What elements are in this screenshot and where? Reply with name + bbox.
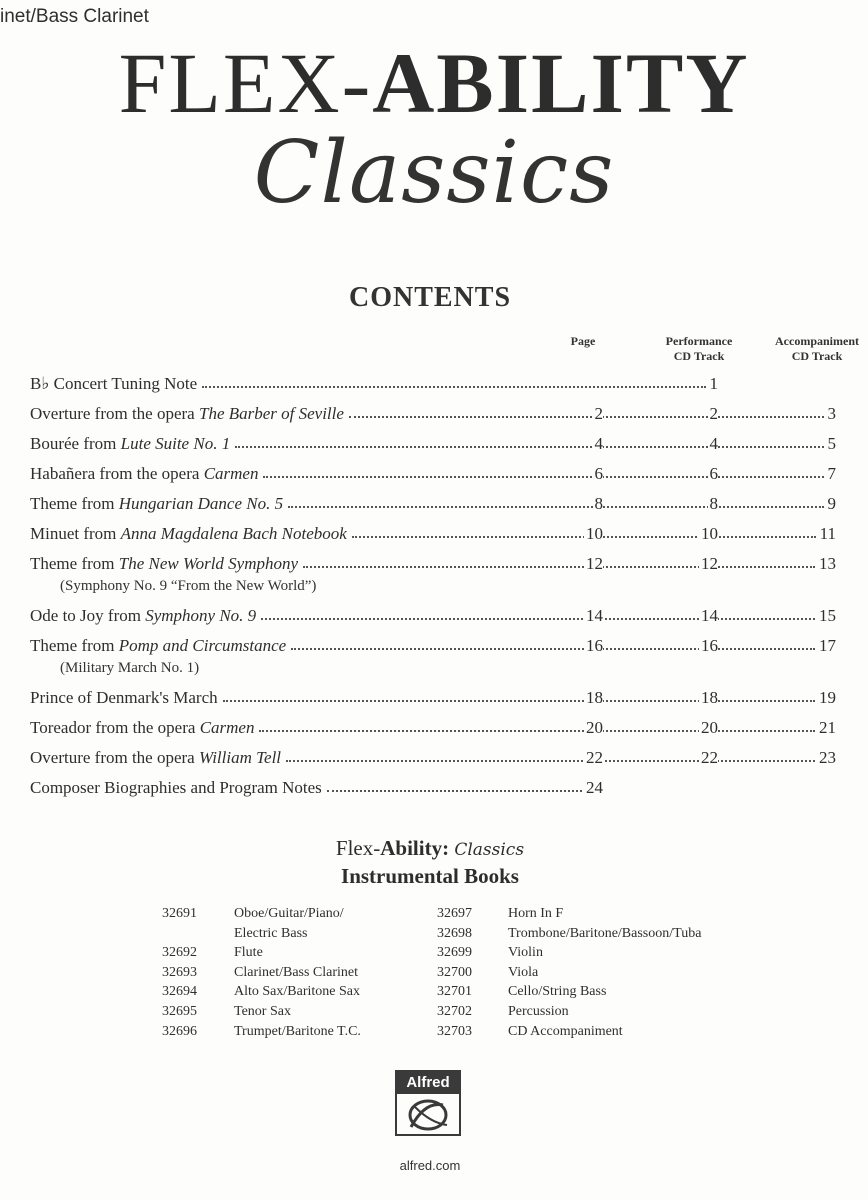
toc-page-number: 16 <box>586 636 603 655</box>
toc-entry-title-text: Prince of Denmark's March <box>30 688 218 707</box>
book-number: 32701 <box>437 984 472 999</box>
books-subtitle: Instrumental Books <box>341 864 519 888</box>
toc-leader-dots <box>286 760 815 762</box>
column-header-performance-line1: Performance <box>665 334 733 348</box>
toc-acc-number: 13 <box>819 554 836 573</box>
book-instrument: Horn In F <box>508 906 564 921</box>
toc-leader-dots <box>202 386 706 388</box>
toc-perf-number: 16 <box>701 636 718 655</box>
toc-entry-title-text: Theme from <box>30 636 119 655</box>
logo-emblem-icon <box>401 1097 455 1133</box>
toc-acc-number: 17 <box>819 636 836 655</box>
toc-entry-title-text: Overture from the opera <box>30 404 199 423</box>
toc-entry-title-italic: Carmen <box>199 718 255 737</box>
toc-entry-title-italic: Pomp and Circumstance <box>118 636 287 655</box>
toc-entry-title <box>30 748 284 768</box>
toc-perf-number: 1 <box>709 374 718 393</box>
toc-perf-number: 2 <box>709 404 718 423</box>
toc-entry-title-text: Theme from <box>30 554 119 573</box>
book-number: 32692 <box>162 945 197 960</box>
toc-entry-title-text: Composer Biographies and Program Notes <box>30 778 322 797</box>
toc-perf-number: 6 <box>709 464 718 483</box>
toc-page-number: 20 <box>586 718 603 737</box>
book-number: 32699 <box>437 945 472 960</box>
book-instrument: Viola <box>508 965 539 980</box>
book-instrument: Electric Bass <box>234 926 308 941</box>
book-instrument: CD Accompaniment <box>508 1024 623 1039</box>
toc-entry-title <box>30 524 350 544</box>
toc-acc-number: 3 <box>827 404 836 423</box>
toc-entry-title-text: Ode to Joy from <box>30 606 146 625</box>
toc-leader-dots <box>327 790 582 792</box>
column-header-page: Page <box>570 334 596 348</box>
toc-entry <box>30 636 836 660</box>
book-number: 32702 <box>437 1004 472 1019</box>
book-number: 32697 <box>437 906 472 921</box>
toc-leader-dots <box>235 446 824 448</box>
book-instrument: Tenor Sax <box>234 1004 291 1019</box>
book-instrument: Flute <box>234 945 263 960</box>
toc-perf-number: 20 <box>701 718 718 737</box>
book-instrument: Violin <box>508 945 543 960</box>
toc-perf-number: 10 <box>701 524 718 543</box>
toc-entry-title <box>30 464 261 484</box>
toc-entry-title-text: Overture from the opera <box>30 748 199 767</box>
toc-leader-dots <box>288 506 824 508</box>
toc-entry <box>30 606 836 630</box>
book-instrument: Oboe/Guitar/Piano/ <box>234 906 344 921</box>
toc-acc-number: 23 <box>819 748 836 767</box>
toc-leader-dots <box>223 700 815 702</box>
toc-page-number: 24 <box>586 778 603 797</box>
toc-perf-number: 18 <box>701 688 718 707</box>
alfred-logo <box>395 1070 461 1136</box>
toc-page-number: 10 <box>586 524 603 543</box>
toc-entry-title <box>30 554 301 574</box>
toc-entry <box>30 374 830 398</box>
title-part2: ABILITY <box>372 35 750 131</box>
book-number: 32703 <box>437 1024 472 1039</box>
toc-leader-dots <box>261 618 815 620</box>
toc-leader-dots <box>263 476 824 478</box>
toc-entry <box>30 434 836 458</box>
toc-entry-title <box>30 636 289 656</box>
toc-acc-number: 15 <box>819 606 836 625</box>
toc-entry-title <box>30 404 347 424</box>
toc-entry-title-italic: The New World Symphony <box>118 554 299 573</box>
toc-entry-title-italic: Carmen <box>203 464 259 483</box>
toc-entry <box>30 554 836 578</box>
toc-entry <box>30 778 830 802</box>
book-number: 32694 <box>162 984 197 999</box>
toc-entry-title-italic: Lute Suite No. 1 <box>120 434 231 453</box>
toc-entry-title-text: Habañera from the opera <box>30 464 204 483</box>
toc-perf-number: 8 <box>709 494 718 513</box>
toc-page-number: 14 <box>586 606 603 625</box>
toc-entry-title <box>30 718 257 738</box>
toc-acc-number: 11 <box>819 524 836 543</box>
toc-leader-dots <box>349 416 824 418</box>
website-url: alfred.com <box>399 1158 461 1173</box>
toc-entry-title <box>30 778 325 798</box>
toc-page-number: 4 <box>594 434 603 453</box>
book-number: 32695 <box>162 1004 197 1019</box>
toc-perf-number: 14 <box>701 606 718 625</box>
books-title <box>0 836 860 861</box>
book-instrument: Clarinet/Bass Clarinet <box>234 965 359 980</box>
toc-entry-subtitle: (Military March No. 1) <box>60 660 200 676</box>
toc-entry-title-italic: Symphony No. 9 <box>145 606 257 625</box>
toc-acc-number: 7 <box>827 464 836 483</box>
book-instrument: Cello/String Bass <box>508 984 607 999</box>
toc-acc-number: 5 <box>827 434 836 453</box>
toc-entry-title <box>30 606 259 626</box>
book-instrument: Trumpet/Baritone T.C. <box>234 1024 361 1039</box>
toc-entry <box>30 464 836 488</box>
title-script: Classics <box>253 123 615 223</box>
toc-leader-dots <box>291 648 815 650</box>
toc-acc-number: 9 <box>827 494 836 513</box>
column-header-accompaniment-line1: Accompaniment <box>775 334 859 348</box>
column-header-performance-line2: CD Track <box>673 349 725 363</box>
toc-page-number: 8 <box>594 494 603 513</box>
book-number: 32698 <box>437 926 472 941</box>
toc-page-number: 6 <box>594 464 603 483</box>
book-number: 32700 <box>437 965 472 980</box>
toc-perf-number: 4 <box>709 434 718 453</box>
books-title-part1: Flex- <box>335 836 381 860</box>
book-instrument: Alto Sax/Baritone Sax <box>234 984 360 999</box>
logo-text: Alfred <box>397 1072 459 1094</box>
toc-entry <box>30 524 836 548</box>
toc-entry <box>30 494 836 518</box>
books-title-part2: Ability: <box>380 836 450 860</box>
title-part1: FLEX- <box>118 35 373 131</box>
toc-entry-title <box>30 434 233 454</box>
toc-entry-title-text: Toreador from the opera <box>30 718 200 737</box>
toc-acc-number: 21 <box>819 718 836 737</box>
toc-acc-number: 19 <box>819 688 836 707</box>
column-header-accompaniment <box>762 334 868 364</box>
column-header-performance <box>652 334 746 364</box>
books-title-script: Classics <box>454 840 525 860</box>
book-number: 32691 <box>162 906 197 921</box>
toc-entry-title <box>30 374 200 394</box>
toc-entry-subtitle: (Symphony No. 9 “From the New World”) <box>60 578 317 594</box>
book-title <box>0 35 868 131</box>
toc-perf-number: 12 <box>701 554 718 573</box>
running-head: inet/Bass Clarinet <box>0 6 149 27</box>
toc-entry-title-text: Bourée from <box>30 434 121 453</box>
toc-entry <box>30 748 836 772</box>
toc-page-number: 2 <box>594 404 603 423</box>
book-number: 32693 <box>162 965 197 980</box>
book-instrument: Percussion <box>508 1004 569 1019</box>
contents-heading: CONTENTS <box>348 282 512 313</box>
toc-entry <box>30 688 836 712</box>
toc-leader-dots <box>259 730 815 732</box>
column-header-accompaniment-line2: CD Track <box>791 349 843 363</box>
toc-entry <box>30 718 836 742</box>
toc-entry-title <box>30 688 221 708</box>
toc-page-number: 12 <box>586 554 603 573</box>
toc-entry-title-text: Theme from <box>30 494 119 513</box>
toc-perf-number: 22 <box>701 748 718 767</box>
book-instrument: Trombone/Baritone/Bassoon/Tuba <box>508 926 702 941</box>
toc-page-number: 22 <box>586 748 603 767</box>
toc-page-number: 18 <box>586 688 603 707</box>
toc-leader-dots <box>303 566 815 568</box>
toc-entry-title-text: B♭ Concert Tuning Note <box>30 374 198 393</box>
toc-entry-title <box>30 494 286 514</box>
toc-entry-title-italic: Anna Magdalena Bach Notebook <box>120 524 347 543</box>
book-number: 32696 <box>162 1024 197 1039</box>
toc-entry-title-italic: Hungarian Dance No. 5 <box>118 494 284 513</box>
toc-entry-title-text: Minuet from <box>30 524 121 543</box>
toc-entry <box>30 404 836 428</box>
toc-entry-title-italic: The Barber of Seville <box>198 404 344 423</box>
toc-entry-title-italic: William Tell <box>198 748 282 767</box>
